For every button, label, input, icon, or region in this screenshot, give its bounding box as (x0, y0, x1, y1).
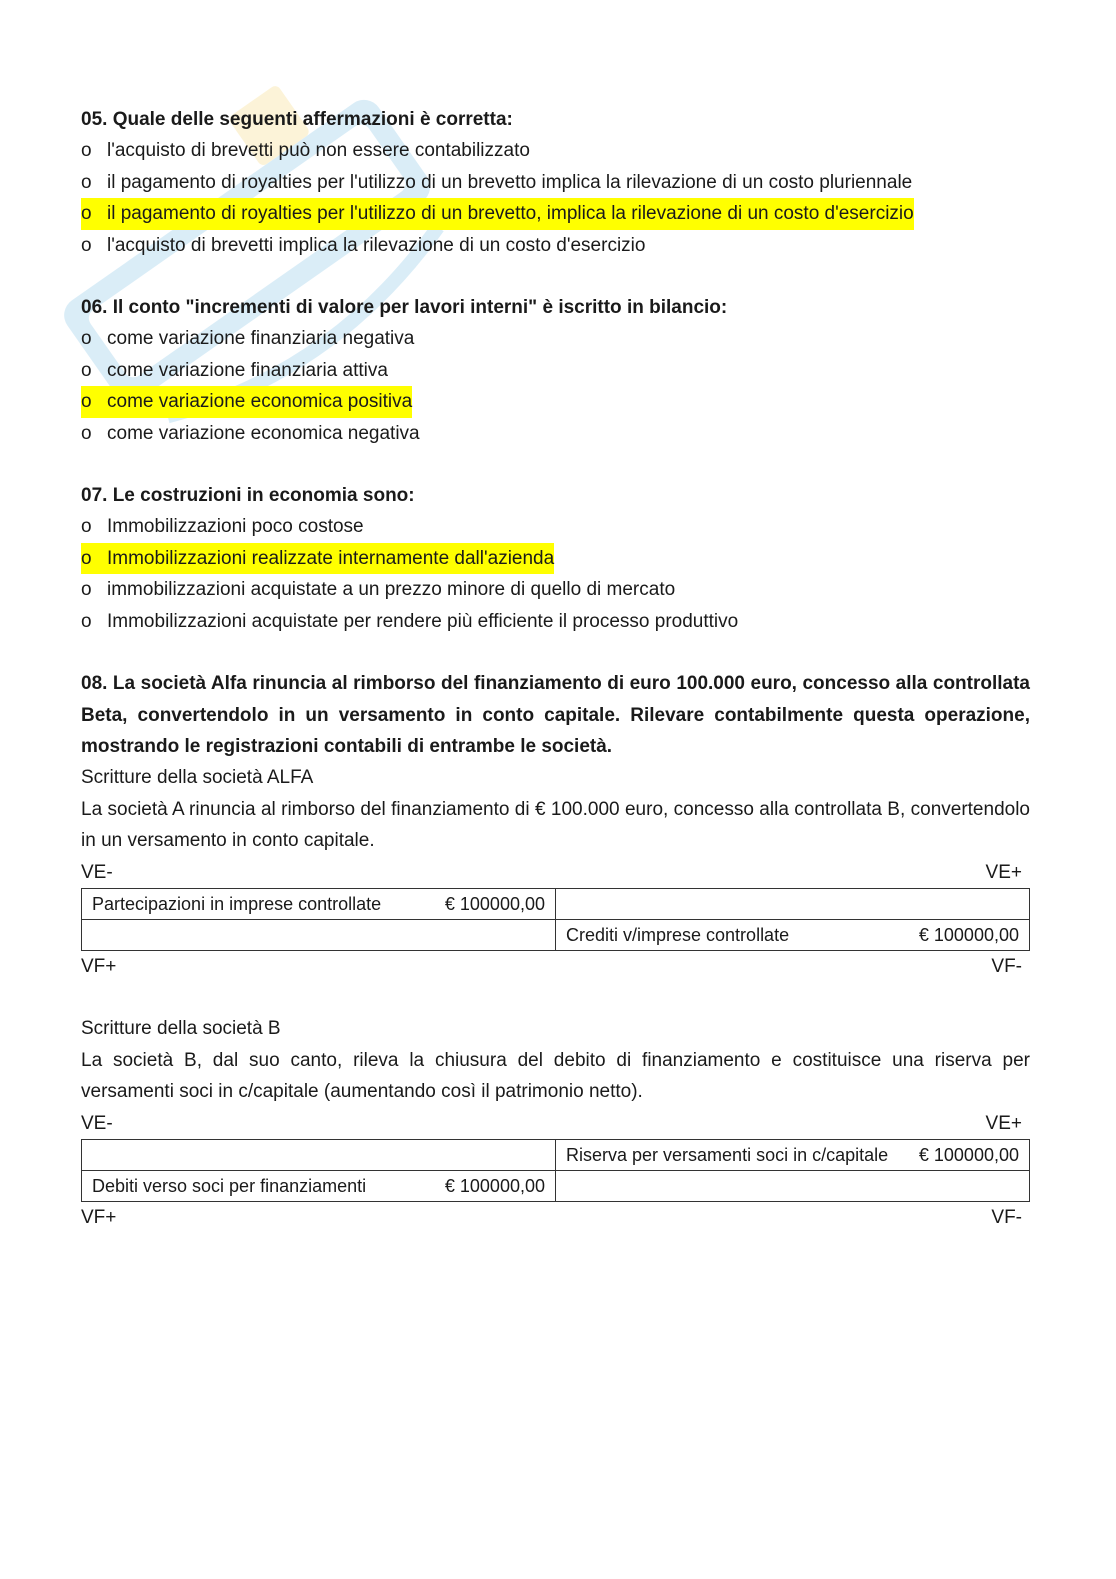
option-item-correct[interactable] (81, 198, 1030, 229)
option-text: Immobilizzazioni acquistate per rendere più efficiente il processo produttivo (107, 610, 739, 632)
ve-plus-label: VE+ (985, 1112, 1022, 1134)
option-text: l'acquisto di brevetti implica la rilevazione di un costo d'esercizio (107, 234, 646, 256)
ledger-cell (556, 888, 1030, 919)
option-text: come variazione economica negativa (107, 422, 420, 444)
option-text: come variazione finanziaria negativa (107, 328, 415, 350)
option-item-correct[interactable] (81, 386, 1030, 417)
radio-bullet-icon: o (81, 328, 92, 350)
question-title: 06. Il conto "incrementi di valore per lavori interni" è iscritto in bilancio: (81, 297, 728, 319)
option-list (81, 135, 1030, 261)
option-text: come variazione economica positiva (107, 391, 413, 413)
option-item[interactable] (81, 135, 1030, 166)
account-name: Riserva per versamenti soci in c/capitale (566, 1144, 889, 1165)
option-item[interactable] (81, 355, 1030, 386)
vf-plus-label: VF+ (81, 955, 117, 977)
account-name: Partecipazioni in imprese controllate (92, 893, 382, 914)
ledger-cell (82, 1170, 556, 1201)
account-amount: € 100000,00 (918, 924, 1019, 945)
ledger-cell (556, 919, 1030, 950)
question-title: 05. Quale delle seguenti affermazioni è corretta: (81, 109, 513, 130)
vf-minus-label: VF- (991, 1206, 1022, 1228)
option-item[interactable] (81, 167, 1030, 198)
option-text: l'acquisto di brevetti può non essere contabilizzato (107, 140, 530, 162)
radio-bullet-icon: o (81, 547, 92, 569)
option-list (81, 511, 1030, 637)
radio-bullet-icon: o (81, 579, 92, 601)
radio-bullet-icon: o (81, 171, 92, 193)
account-amount: € 100000,00 (444, 1175, 545, 1196)
option-item[interactable] (81, 230, 1030, 261)
account-name: Crediti v/imprese controllate (566, 924, 790, 945)
option-item[interactable] (81, 418, 1030, 449)
account-amount: € 100000,00 (918, 1144, 1019, 1165)
account-name: Debiti verso soci per finanziamenti (92, 1175, 367, 1196)
option-item-correct[interactable] (81, 543, 1030, 574)
option-item[interactable] (81, 606, 1030, 637)
question-06 (81, 292, 1030, 449)
ledger-cell (556, 1170, 1030, 1201)
beta-vf-labels (81, 1202, 1030, 1233)
radio-bullet-icon: o (81, 203, 92, 225)
question-title: 07. Le costruzioni in economia sono: (81, 485, 415, 507)
document-page (81, 104, 1030, 1233)
alfa-heading: Scritture della società ALFA (81, 767, 314, 789)
account-amount: € 100000,00 (444, 893, 545, 914)
ledger-cell (82, 919, 556, 950)
option-text: Immobilizzazioni poco costose (107, 516, 364, 538)
option-text: Immobilizzazioni realizzate internamente dall'azienda (107, 547, 555, 569)
radio-bullet-icon: o (81, 391, 92, 413)
question-07 (81, 480, 1030, 637)
radio-bullet-icon: o (81, 359, 92, 381)
radio-bullet-icon: o (81, 140, 92, 162)
question-05 (81, 104, 1030, 261)
beta-ledger-table (81, 1139, 1030, 1202)
option-item[interactable] (81, 323, 1030, 354)
option-item[interactable] (81, 574, 1030, 605)
ledger-cell (82, 1139, 556, 1170)
option-text: come variazione finanziaria attiva (107, 359, 388, 381)
radio-bullet-icon: o (81, 610, 92, 632)
beta-ve-labels (81, 1108, 1030, 1139)
radio-bullet-icon: o (81, 234, 92, 256)
option-text: il pagamento di royalties per l'utilizzo di un brevetto implica la rilevazione di un costo pluriennale (107, 171, 913, 193)
table-row (82, 1139, 1030, 1170)
ledger-cell (556, 1139, 1030, 1170)
ledger-cell (82, 888, 556, 919)
ve-minus-label: VE- (81, 861, 113, 883)
alfa-description: La società A rinuncia al rimborso del finanziamento di € 100.000 euro, concesso alla controllata B, convertendolo in un versamento in conto capitale. (81, 798, 1030, 852)
radio-bullet-icon: o (81, 516, 92, 538)
alfa-vf-labels (81, 951, 1030, 982)
ve-minus-label: VE- (81, 1112, 113, 1134)
alfa-ledger-table (81, 888, 1030, 951)
option-text: il pagamento di royalties per l'utilizzo di un brevetto, implica la rilevazione di un costo d'esercizio (107, 203, 914, 225)
option-text: immobilizzazioni acquistate a un prezzo minore di quello di mercato (107, 579, 676, 601)
vf-minus-label: VF- (991, 955, 1022, 977)
table-row (82, 888, 1030, 919)
question-title: 08. La società Alfa rinuncia al rimborso del finanziamento di euro 100.000 euro, concesso alla controllata Beta, convertendolo in un versamento in conto capitale. Rilevare contabilmente questa operazione, mostrando le registrazioni contabili di entrambe le società. (81, 673, 1030, 757)
option-item[interactable] (81, 511, 1030, 542)
option-list (81, 323, 1030, 449)
beta-heading: Scritture della società B (81, 1018, 281, 1040)
table-row (82, 1170, 1030, 1201)
vf-plus-label: VF+ (81, 1206, 117, 1228)
ve-plus-label: VE+ (985, 861, 1022, 883)
alfa-ve-labels (81, 857, 1030, 888)
table-row (82, 919, 1030, 950)
beta-description: La società B, dal suo canto, rileva la chiusura del debito di finanziamento e costituisce una riserva per versamenti soci in c/capitale (aumentando così il patrimonio netto). (81, 1049, 1030, 1103)
question-08 (81, 668, 1030, 1233)
radio-bullet-icon: o (81, 422, 92, 444)
